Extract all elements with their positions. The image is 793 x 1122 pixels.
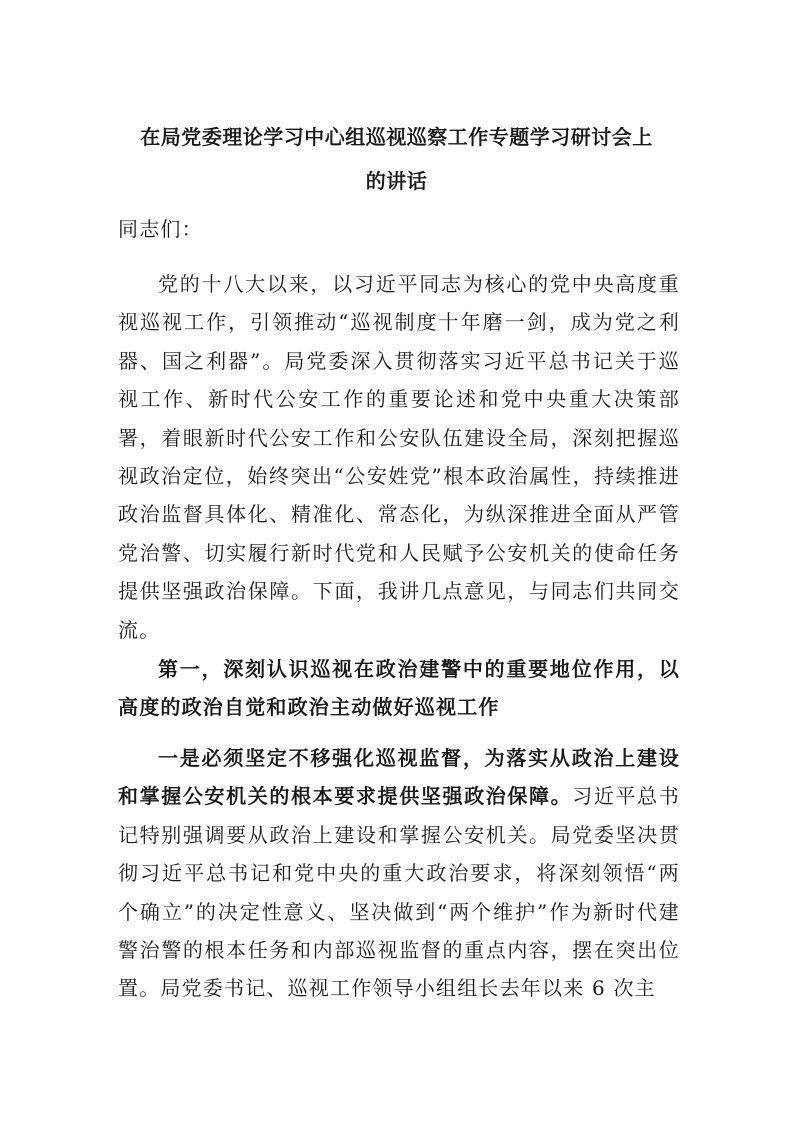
section-heading-1: 第一，深刻认识巡视在政治建警中的重要地位作用，以高度的政治自觉和政治主动做好巡视工作 [118,657,680,719]
paragraph-point-1 [118,739,680,1008]
document-title-line-2: 的讲话 [365,169,428,193]
paragraph-point-1-lead: 一是必须坚定不移强化巡视监督，为落实从政治上建设和掌握公安机关的根本要求提供坚强政治保障。 [118,746,680,809]
greeting: 同志们： [118,217,203,241]
paragraph-intro: 党的十八大以来，以习近平同志为核心的党中央高度重视巡视工作，引领推动“巡视制度十年磨一剑，成为党之利器、国之利器”。局党委深入贯彻落实习近平总书记关于巡视工作、新时代公安工作的重要论述和党中央重大决策部署，着眼新时代公安工作和公安队伍建设全局，深刻把握巡视政治定位，始终突出“公安姓党”根本政治属性，持续推进政治监督具体化、精准化、常态化，为纵深推进全面从严管党治警、切实履行新时代党和人民赋予公安机关的使命任务提供坚强政治保障。下面，我讲几点意见，与同志们共同交流。 [118,272,680,642]
paragraph-point-1-body: 习近平总书记特别强调要从政治上建设和掌握公安机关。局党委坚决贯彻习近平总书记和党中央的重大政治要求，将深刻领悟“两个确立”的决定性意义、坚决做到“两个维护”作为新时代建警治警的根本任务和内部巡视监督的重点内容，摆在突出位置。局党委书记、巡视工作领导小组组长去年以来 6 次主 [118,784,681,1001]
document-title-line-1: 在局党委理论学习中心组巡视巡察工作专题学习研讨会上 [140,125,653,149]
